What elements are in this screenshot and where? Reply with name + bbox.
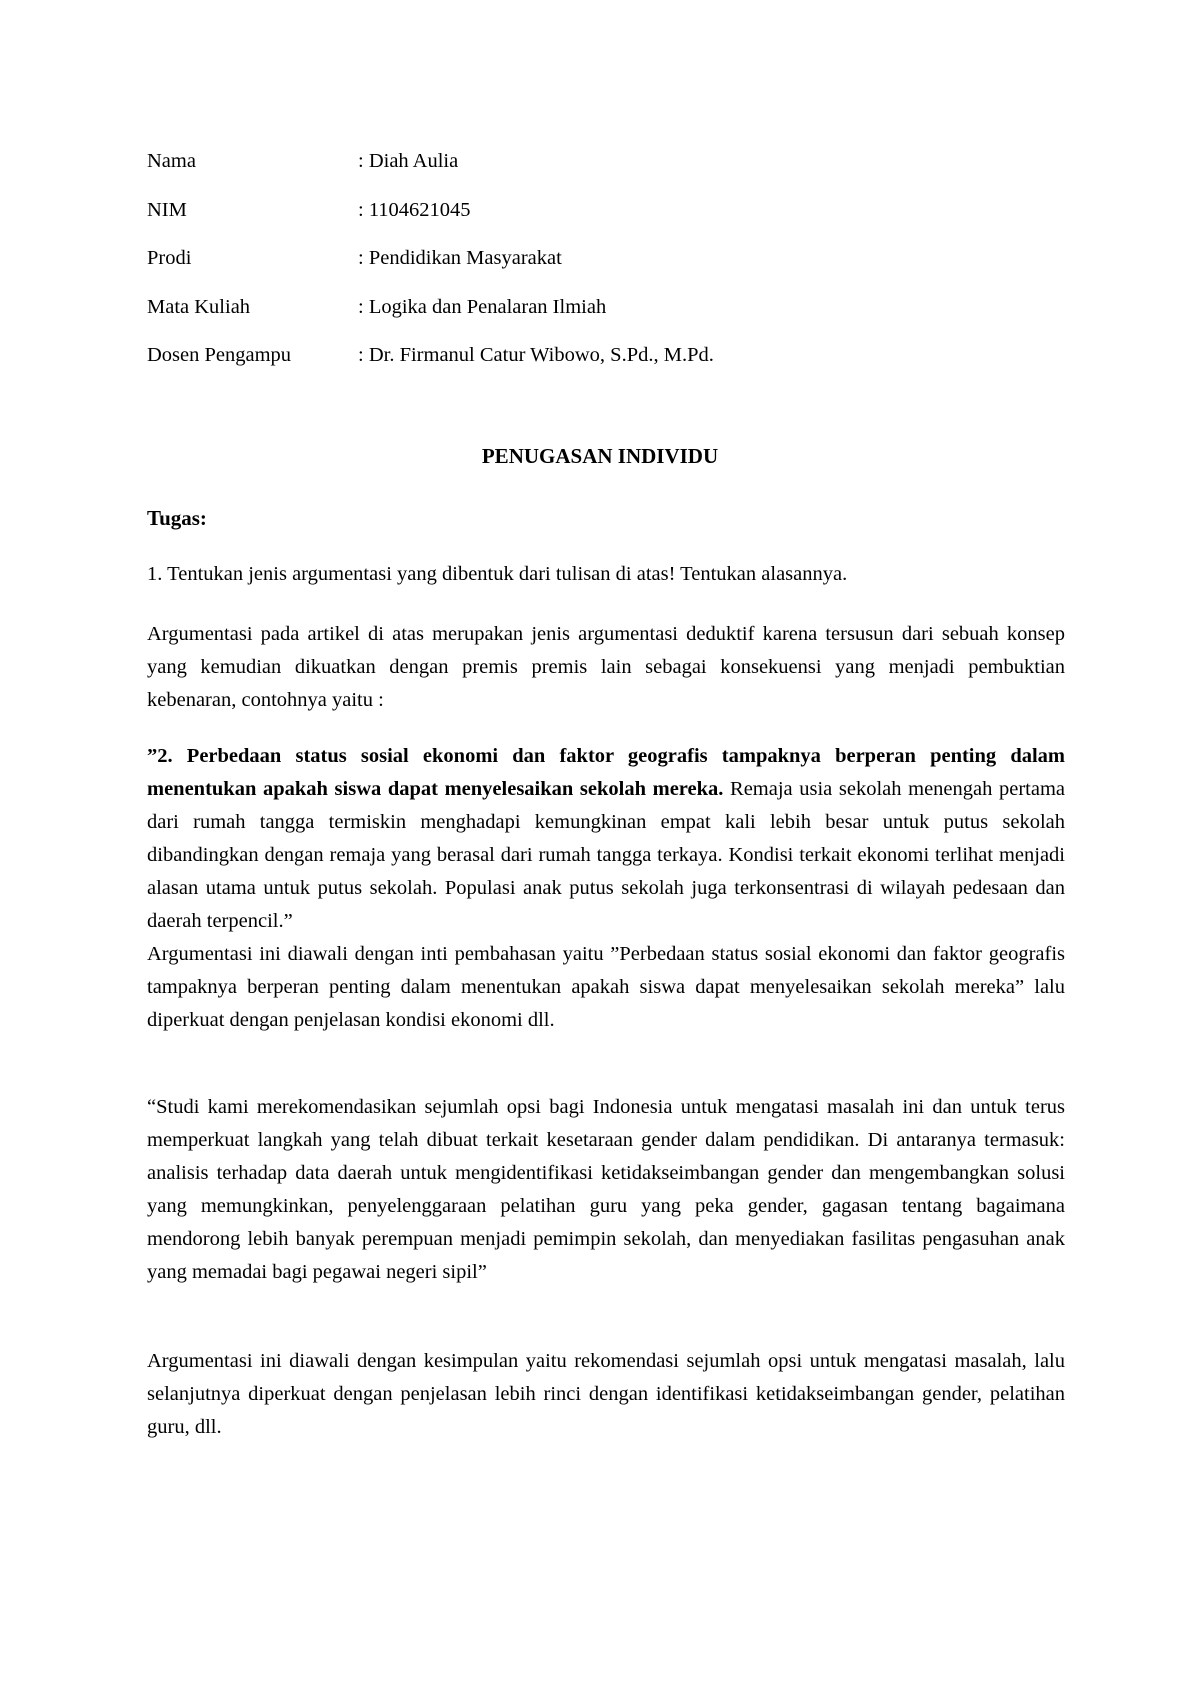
info-row-course xyxy=(147,291,714,340)
info-label: Nama xyxy=(147,150,196,172)
answer-paragraph-1: Argumentasi pada artikel di atas merupakan jenis argumentasi deduktif karena tersusun dari sebuah konsep yang kemudian dikuatkan dengan premis premis lain sebagai konsekuensi yang menjadi pembuktian kebenaran, contohnya yaitu : xyxy=(147,623,1065,711)
task-label: Tugas: xyxy=(147,506,207,530)
info-value: : Pendidikan Masyarakat xyxy=(358,247,562,269)
info-row-nim xyxy=(147,194,714,243)
answer-paragraph-2: Argumentasi ini diawali dengan inti pembahasan yaitu ”Perbedaan status sosial ekonomi dan faktor geografis tampaknya berperan penting dalam menentukan apakah siswa dapat menyelesaikan sekolah mereka” lalu diperkuat dengan penjelasan kondisi ekonomi dll. xyxy=(147,943,1065,1031)
answer-paragraph-3: Argumentasi ini diawali dengan kesimpulan yaitu rekomendasi sejumlah opsi untuk mengatasi masalah, lalu selanjutnya diperkuat dengan penjelasan lebih rinci dengan identifikasi ketidakseimbangan gender, pelatihan guru, dll. xyxy=(147,1350,1065,1438)
info-label: Mata Kuliah xyxy=(147,295,251,318)
info-value: : Diah Aulia xyxy=(358,150,459,172)
info-value: : 1104621045 xyxy=(358,198,471,221)
quote-paragraph-2: “Studi kami merekomendasikan sejumlah opsi bagi Indonesia untuk mengatasi masalah ini dan untuk terus memperkuat langkah yang telah dibuat terkait kesetaraan gender dalam pendidikan. Di antaranya termasuk: analisis terhadap data daerah untuk mengidentifikasi ketidakseimbangan gender dan mengembangkan solusi yang memungkinkan, penyelenggaraan pelatihan guru yang peka gender, gagasan tentang bagaimana mendorong lebih banyak perempuan menjadi pemimpin sekolah, dan menyediakan fasilitas pengasuhan anak yang memadai bagi pegawai negeri sipil” xyxy=(147,1096,1065,1283)
info-label: NIM xyxy=(147,198,187,221)
info-label: Dosen Pengampu xyxy=(147,344,292,366)
info-label: Prodi xyxy=(147,247,192,269)
info-row-name xyxy=(147,145,714,194)
info-row-prodi xyxy=(147,242,714,291)
quote-bold-text: ”2. Perbedaan status sosial ekonomi dan faktor geografis tampaknya berperan penting dalam menentukan apakah siswa dapat menyelesaikan sekolah mereka. xyxy=(147,745,1065,800)
question-text: 1. Tentukan jenis argumentasi yang dibentuk dari tulisan di atas! Tentukan alasannya. xyxy=(147,563,848,585)
info-row-lecturer xyxy=(147,339,714,388)
info-value: : Logika dan Penalaran Ilmiah xyxy=(358,295,607,318)
student-info xyxy=(147,145,714,388)
quote-rest-text: Remaja usia sekolah menengah pertama dari rumah tangga termiskin menghadapi kemungkinan empat kali lebih besar untuk putus sekolah dibandingkan dengan remaja yang berasal dari rumah tangga terkaya. Kondisi terkait ekonomi terlihat menjadi alasan utama untuk putus sekolah. Populasi anak putus sekolah juga terkonsentrasi di wilayah pedesaan dan daerah terpencil.” xyxy=(147,778,1065,932)
page-title: PENUGASAN INDIVIDU xyxy=(481,444,719,468)
quote-paragraph-1 xyxy=(147,740,1065,938)
info-value: : Dr. Firmanul Catur Wibowo, S.Pd., M.Pd. xyxy=(358,344,714,366)
